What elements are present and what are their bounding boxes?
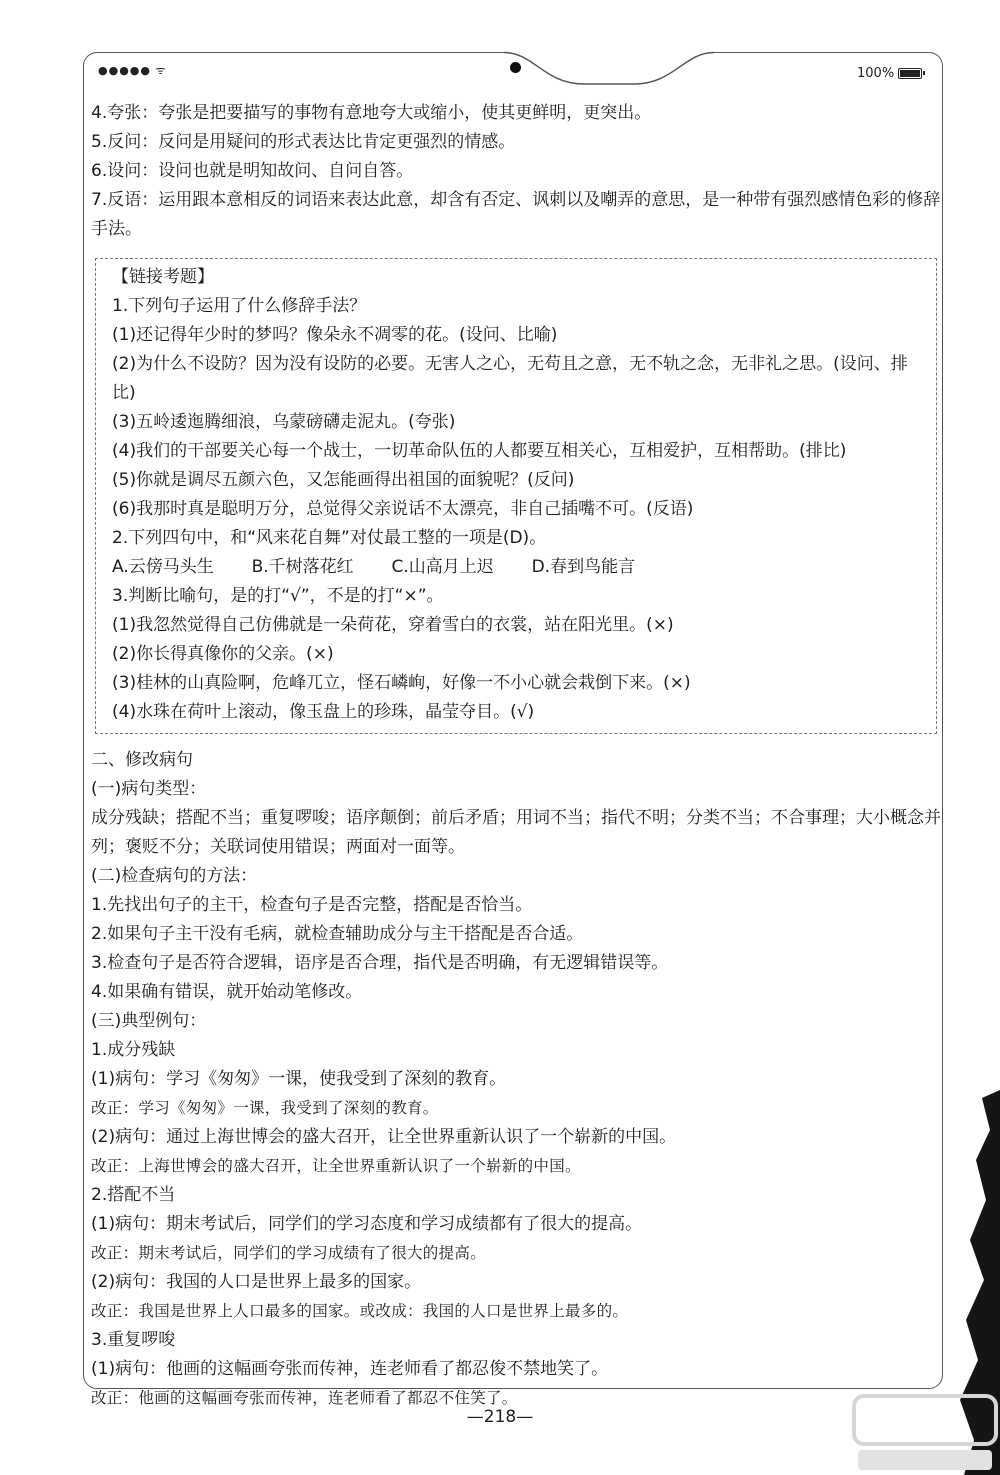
error-types: 成分残缺；搭配不当；重复啰唆；语序颠倒；前后矛盾；用词不当；指代不明；分类不当；不合事理；大小概念并列；褒贬不分；关联词使用错误；两面对一面等。 bbox=[91, 808, 941, 857]
subsection-title: (一)病句类型： bbox=[91, 779, 207, 799]
question-1-item: (2)为什么不设防？因为没有设防的必要。无害人之心，无苟且之意，无不轨之念，无非礼之思。(设问、排比) bbox=[112, 354, 908, 403]
watermark-logo bbox=[850, 1390, 1000, 1475]
wrong-sentence: (1)病句：学习《匆匆》一课，使我受到了深刻的教育。 bbox=[91, 1069, 507, 1089]
corrected-sentence: 改正：学习《匆匆》一课，我受到了深刻的教育。 bbox=[91, 1099, 439, 1117]
corrected-sentence: 改正：上海世博会的盛大召开，让全世界重新认识了一个崭新的中国。 bbox=[91, 1157, 581, 1175]
question-1-item: (6)我那时真是聪明万分，总觉得父亲说话不太漂亮，非自己插嘴不可。(反语) bbox=[112, 499, 694, 519]
question-1-item: (4)我们的干部要关心每一个战士，一切革命队伍的人都要互相关心，互相爱护，互相帮助。(排比) bbox=[112, 441, 847, 461]
tablet-notch bbox=[504, 51, 714, 87]
question-1-item: (1)还记得年少时的梦吗？像朵永不凋零的花。(设问、比喻) bbox=[112, 325, 558, 345]
option-a: A.云傍马头生 bbox=[112, 557, 214, 577]
battery-status bbox=[857, 66, 922, 81]
example-category: 3.重复啰唆 bbox=[91, 1330, 176, 1350]
section-heading: 二、修改病句 bbox=[91, 750, 193, 770]
question-2: 2.下列四句中，和“风来花自舞”对仗最工整的一项是(D)。 bbox=[112, 528, 547, 548]
intro-item: 7.反语：运用跟本意相反的词语来表达此意，却含有否定、讽刺以及嘲弄的意思，是一种带有强烈感情色彩的修辞手法。 bbox=[91, 190, 941, 239]
option-c: C.山高月上迟 bbox=[391, 557, 494, 577]
method-item: 1.先找出句子的主干，检查句子是否完整，搭配是否恰当。 bbox=[91, 895, 533, 915]
intro-item: 6.设问：设问也就是明知故问、自问自答。 bbox=[91, 161, 414, 181]
example-category: 2.搭配不当 bbox=[91, 1185, 176, 1205]
question-3-item: (3)桂林的山真险啊，危峰兀立，怪石嶙峋，好像一不小心就会栽倒下来。(×) bbox=[112, 673, 691, 693]
question-1-item: (5)你就是调尽五颜六色，又怎能画得出祖国的面貌呢？(反问) bbox=[112, 470, 575, 490]
question-3: 3.判断比喻句，是的打“√”，不是的打“×”。 bbox=[112, 586, 444, 606]
question-3-item: (2)你长得真像你的父亲。(×) bbox=[112, 644, 334, 664]
battery-percent: 100% bbox=[857, 66, 895, 81]
question-3-item: (1)我忽然觉得自己仿佛就是一朵荷花，穿着雪白的衣裳，站在阳光里。(×) bbox=[112, 615, 674, 635]
battery-icon bbox=[898, 68, 922, 79]
box-title: 【链接考题】 bbox=[112, 267, 214, 287]
wrong-sentence: (1)病句：期末考试后，同学们的学习态度和学习成绩都有了很大的提高。 bbox=[91, 1214, 643, 1234]
wrong-sentence: (2)病句：我国的人口是世界上最多的国家。 bbox=[91, 1272, 422, 1292]
subsection-title: (二)检查病句的方法： bbox=[91, 866, 258, 886]
question-3-item: (4)水珠在荷叶上滚动，像玉盘上的珍珠，晶莹夺目。(√) bbox=[112, 702, 535, 722]
corrected-sentence: 改正：他画的这幅画夸张而传神，连老师看了都忍不住笑了。 bbox=[91, 1389, 518, 1407]
corrected-sentence: 改正：期末考试后，同学们的学习成绩有了很大的提高。 bbox=[91, 1244, 487, 1262]
camera-icon bbox=[510, 62, 521, 73]
question-1-item: (3)五岭逶迤腾细浪，乌蒙磅礴走泥丸。(夸张) bbox=[112, 412, 456, 432]
wrong-sentence: (1)病句：他画的这幅画夸张而传神，连老师看了都忍俊不禁地笑了。 bbox=[91, 1359, 609, 1379]
page-number: —218— bbox=[466, 1407, 534, 1427]
corrected-sentence: 改正：我国是世界上人口最多的国家。或改成：我国的人口是世界上最多的。 bbox=[91, 1302, 629, 1320]
subsection-title: (三)典型例句： bbox=[91, 1011, 207, 1031]
intro-item: 4.夸张：夸张是把要描写的事物有意地夸大或缩小，使其更鲜明，更突出。 bbox=[91, 103, 652, 123]
option-d: D.春到鸟能言 bbox=[531, 557, 636, 577]
question-2-options bbox=[108, 553, 926, 582]
page-content bbox=[91, 99, 941, 1413]
question-1: 1.下列句子运用了什么修辞手法？ bbox=[112, 296, 367, 316]
method-item: 3.检查句子是否符合逻辑，语序是否合理，指代是否明确，有无逻辑错误等。 bbox=[91, 953, 669, 973]
method-item: 2.如果句子主干没有毛病，就检查辅助成分与主干搭配是否合适。 bbox=[91, 924, 584, 944]
method-item: 4.如果确有错误，就开始动笔修改。 bbox=[91, 982, 363, 1002]
example-category: 1.成分残缺 bbox=[91, 1040, 176, 1060]
wrong-sentence: (2)病句：通过上海世博会的盛大召开，让全世界重新认识了一个崭新的中国。 bbox=[91, 1127, 677, 1147]
signal-indicator: ●●●●● ᯤ bbox=[98, 64, 167, 77]
option-b: B.千树落花红 bbox=[251, 557, 354, 577]
linked-exam-box bbox=[95, 258, 937, 734]
intro-item: 5.反问：反问是用疑问的形式表达比肯定更强烈的情感。 bbox=[91, 132, 516, 152]
